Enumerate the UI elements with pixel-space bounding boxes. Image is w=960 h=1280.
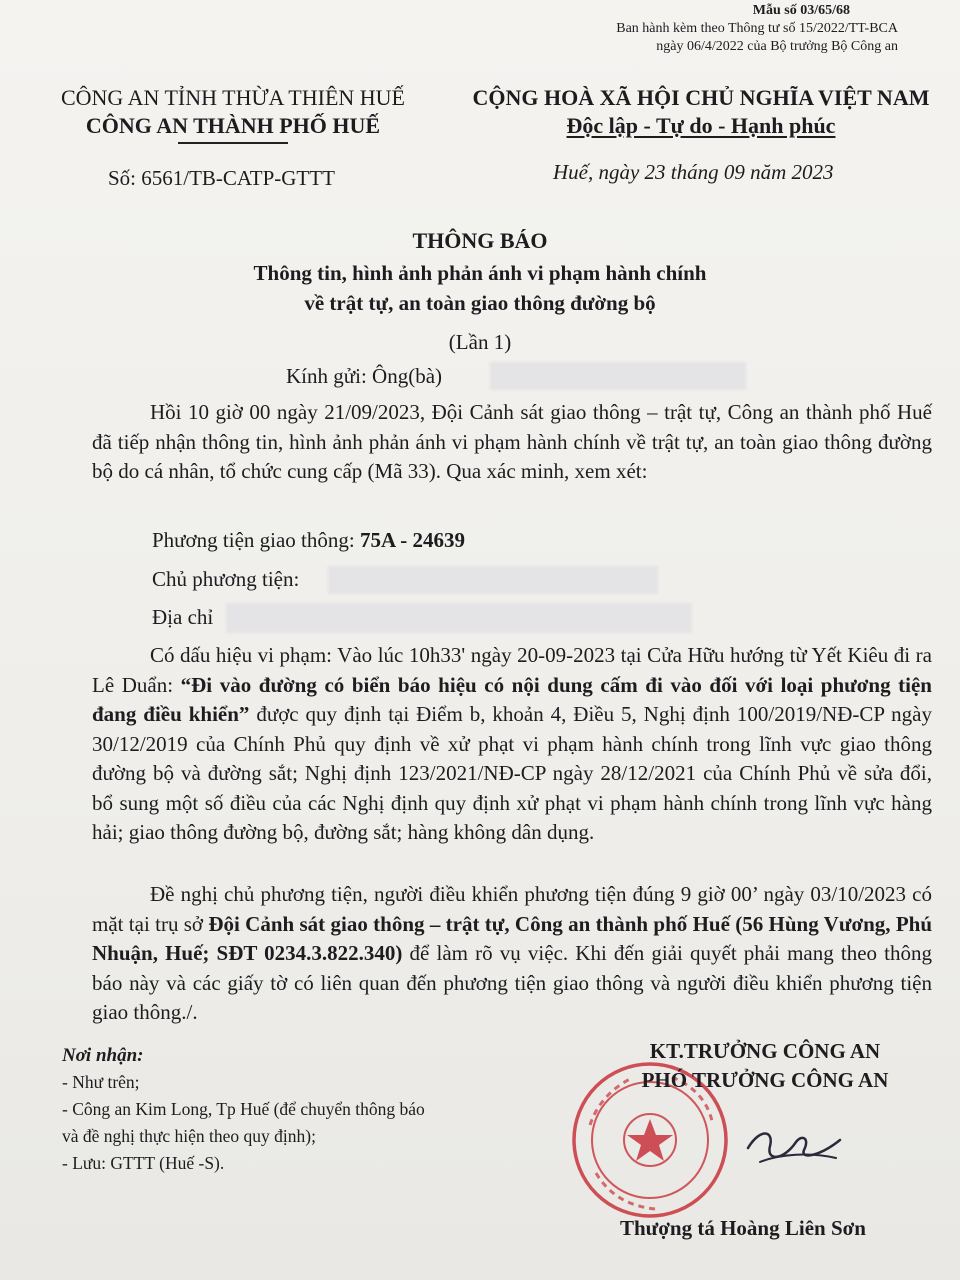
signature-block (595, 1037, 935, 1095)
address-label: Địa chỉ (152, 605, 214, 629)
agency-header (48, 84, 418, 144)
owner-label: Chủ phương tiện: (152, 567, 300, 591)
owner-line (152, 567, 299, 592)
form-issued-line2: ngày 06/4/2022 của Bộ trưởng Bộ Công an (656, 39, 898, 54)
agency-line2: CÔNG AN THÀNH PHỐ HUẾ (85, 113, 381, 138)
nation-line1: CỘNG HOÀ XÃ HỘI CHỦ NGHĨA VIỆT NAM (472, 85, 930, 110)
vehicle-label: Phương tiện giao thông: (152, 528, 360, 552)
recipient-item: - Như trên; (62, 1072, 140, 1092)
redacted-owner-name (328, 566, 658, 594)
signer-name: Thượng tá Hoàng Liên Sơn (620, 1216, 866, 1240)
signature-title2: PHÓ TRƯỞNG CÔNG AN (641, 1068, 889, 1092)
recipient-item: và đề nghị thực hiện theo quy định); (62, 1126, 316, 1146)
paragraph-violation (92, 641, 932, 848)
form-code-block (616, 2, 898, 56)
nation-header (456, 84, 946, 140)
recipient-item: - Công an Kim Long, Tp Huế (để chuyển thông báo (62, 1099, 425, 1119)
greeting: Kính gửi: Ông(bà) (286, 364, 443, 388)
agency-line1: CÔNG AN TỈNH THỪA THIÊN HUẾ (60, 85, 405, 110)
agency-underline (178, 142, 288, 144)
paragraph-request (92, 880, 932, 1028)
issue-date: Huế, ngày 23 tháng 09 năm 2023 (553, 160, 834, 184)
signature-title1: KT.TRƯỞNG CÔNG AN (649, 1039, 881, 1063)
vehicle-line (152, 528, 465, 553)
violation-intro: Có dấu hiệu vi phạm: Vào lúc 10h33' ngày 20-09-2023 tại Cửa Hữu hướng từ Yết Kiêu đi ra Lê Duẩn: (92, 643, 932, 697)
notice-title: THÔNG BÁO (412, 228, 548, 253)
violation-description: “Đi vào đường có biển báo hiệu có nội dung cấm đi vào đối với loại phương tiện đang điều khiển” (92, 672, 932, 726)
request-instructions: để làm rõ vụ việc. Khi đến giải quyết phải mang theo thông báo này và các giấy tờ có liên quan đến phương tiện giao thông và người điều khiển phương tiện giao thông./. (92, 941, 933, 1024)
form-code: Mẫu số 03/65/68 (752, 3, 850, 18)
recipient-item: - Lưu: GTTT (Huế -S). (62, 1153, 225, 1173)
vehicle-plate: 75A - 24639 (359, 528, 465, 552)
notice-subtitle-line1: Thông tin, hình ảnh phản ánh vi phạm hành chính (253, 261, 707, 285)
paragraph-intro-text: Hồi 10 giờ 00 ngày 21/09/2023, Đội Cảnh sát giao thông – trật tự, Công an thành phố Huế đã tiếp nhận thông tin, hình ảnh phản ánh vi phạm hành chính về trật tự, an toàn giao thông đường bộ do cá nhân, tổ chức cung cấp (Mã 33). Qua xác minh, xem xét: (92, 400, 932, 483)
request-intro: Đề nghị chủ phương tiện, người điều khiển phương tiện đúng 9 giờ 00’ ngày 03/10/2023 có mặt tại trụ sở (92, 882, 932, 936)
request-location: Đội Cảnh sát giao thông – trật tự, Công an thành phố Huế (56 Hùng Vương, Phú Nhuận, Huế; SĐT 0234.3.822.340) (92, 911, 933, 965)
recipients-block (62, 1042, 542, 1177)
redacted-recipient-name (490, 362, 746, 390)
notice-subtitle-line2: về trật tự, an toàn giao thông đường bộ (304, 291, 656, 315)
notice-subtitle (0, 258, 960, 318)
form-issued-line1: Ban hành kèm theo Thông tư số 15/2022/TT-BCA (616, 21, 898, 36)
handwritten-signature (740, 1118, 850, 1178)
notice-round: (Lần 1) (448, 330, 512, 354)
redacted-address (226, 603, 692, 633)
nation-motto: Độc lập - Tự do - Hạnh phúc (566, 113, 836, 138)
recipients-heading: Nơi nhận: (62, 1045, 144, 1066)
paragraph-intro (92, 398, 932, 487)
reference-number: Số: 6561/TB-CATP-GTTT (108, 166, 335, 190)
violation-legal-basis: được quy định tại Điểm b, khoản 4, Điều 5, Nghị định 100/2019/NĐ-CP ngày 30/12/2019 của Chính Phủ quy định về xử phạt vi phạm hành chính trong lĩnh vực giao thông đường bộ và đường sắt; Nghị định 123/2021/NĐ-CP ngày 28/12/2021 của Chính Phủ về sửa đổi, bổ sung một số điều của các Nghị định quy định xử phạt vi phạm hành chính trong lĩnh vực hàng hải; giao thông đường bộ, đường sắt; hàng không dân dụng. (92, 702, 932, 844)
address-line (152, 605, 213, 630)
